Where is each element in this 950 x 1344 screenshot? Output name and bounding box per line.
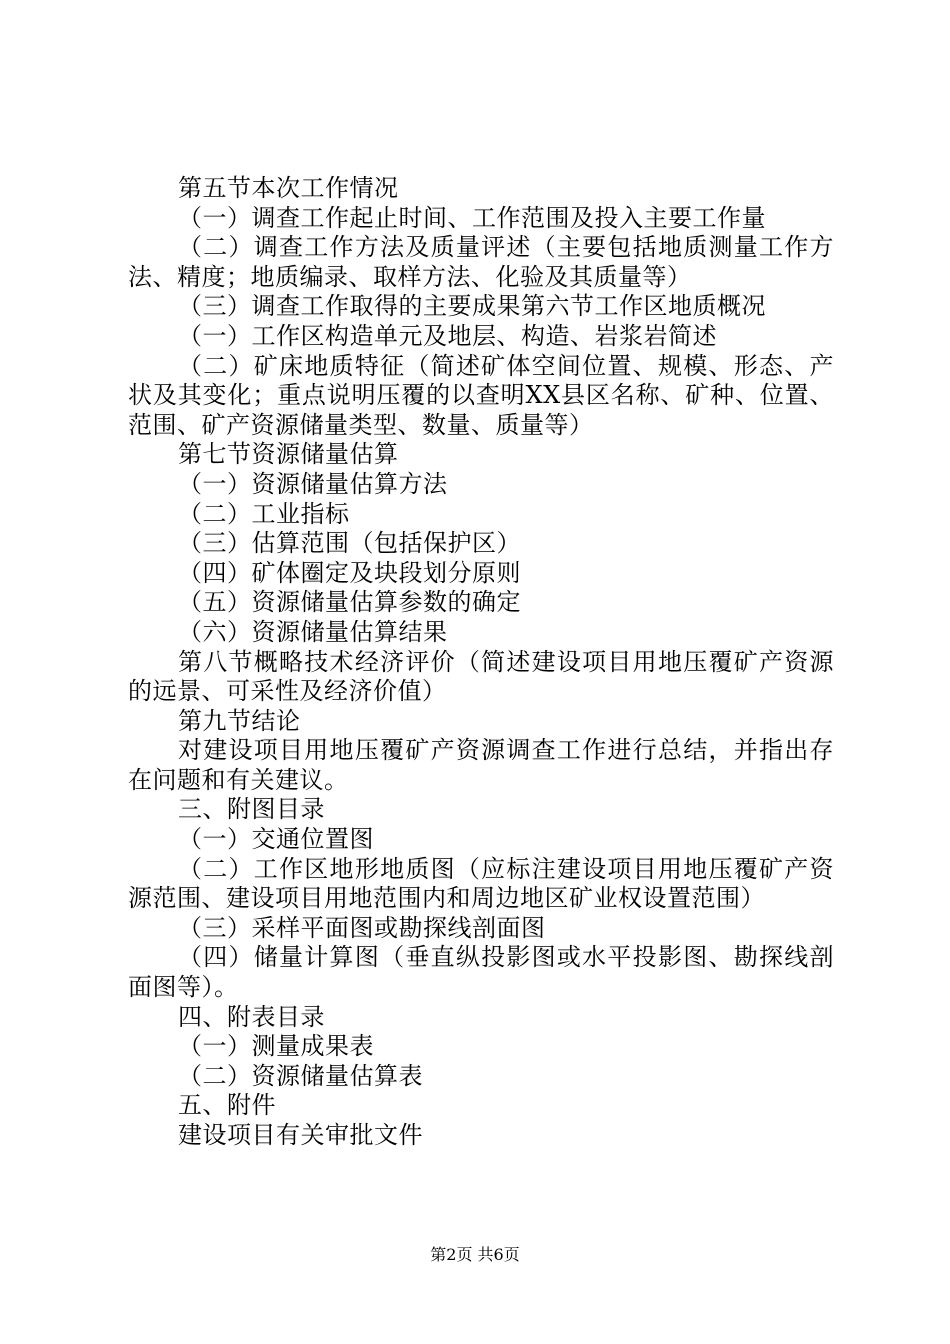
list-item: （一）测量成果表	[178, 1032, 374, 1061]
body-paragraph: 对建设项目用地压覆矿产资源调查工作进行总结，并指出存在问题和有关建议。	[128, 736, 834, 794]
list-item: （六）资源储量估算结果	[178, 617, 448, 646]
list-item: （二）资源储量估算表	[178, 1061, 423, 1090]
list-item: （一）工作区构造单元及地层、构造、岩浆岩简述	[178, 321, 717, 350]
section-heading-8: 第八节概略技术经济评价（简述建设项目用地压覆矿产资源的远景、可采性及经济价值）	[128, 647, 834, 706]
list-item: （五）资源储量估算参数的确定	[178, 588, 521, 617]
list-item: （一）调查工作起止时间、工作范围及投入主要工作量	[178, 203, 766, 232]
body-paragraph: 建设项目有关审批文件	[178, 1121, 423, 1149]
list-item: （一）资源储量估算方法	[178, 469, 448, 498]
section-heading-attachments: 五、附件	[178, 1091, 276, 1120]
list-item: （二）工作区地形地质图（应标注建设项目用地压覆矿产资源范围、建设项目用地范围内和周边地区矿业权设置范围）	[128, 854, 834, 913]
list-item: （三）估算范围（包括保护区）	[178, 529, 521, 558]
list-item: （三）调查工作取得的主要成果第六节工作区地质概况	[178, 292, 766, 321]
list-item: （二）调查工作方法及质量评述（主要包括地质测量工作方法、精度；地质编录、取样方法、化验及其质量等）	[128, 233, 834, 291]
list-item: （四）储量计算图（垂直纵投影图或水平投影图、勘探线剖面图等）。	[128, 943, 834, 1002]
section-heading-tables: 四、附表目录	[178, 1002, 325, 1031]
document-body	[128, 174, 834, 1151]
list-item: （二）矿床地质特征（简述矿体空间位置、规模、形态、产状及其变化；重点说明压覆的以查明XX县区名称、矿种、位置、范围、矿产资源储量类型、数量、质量等）	[128, 351, 834, 439]
list-item: （四）矿体圈定及块段划分原则	[178, 558, 521, 587]
section-heading-7: 第七节资源储量估算	[178, 440, 399, 469]
list-item: （二）工业指标	[178, 499, 350, 528]
list-item: （一）交通位置图	[178, 825, 374, 854]
section-heading-9: 第九节结论	[178, 706, 301, 735]
section-heading-5: 第五节本次工作情况	[178, 174, 399, 202]
section-heading-figures: 三、附图目录	[178, 795, 325, 824]
page-number-footer: 第2页 共6页	[430, 1245, 520, 1264]
list-item: （三）采样平面图或勘探线剖面图	[178, 913, 546, 942]
